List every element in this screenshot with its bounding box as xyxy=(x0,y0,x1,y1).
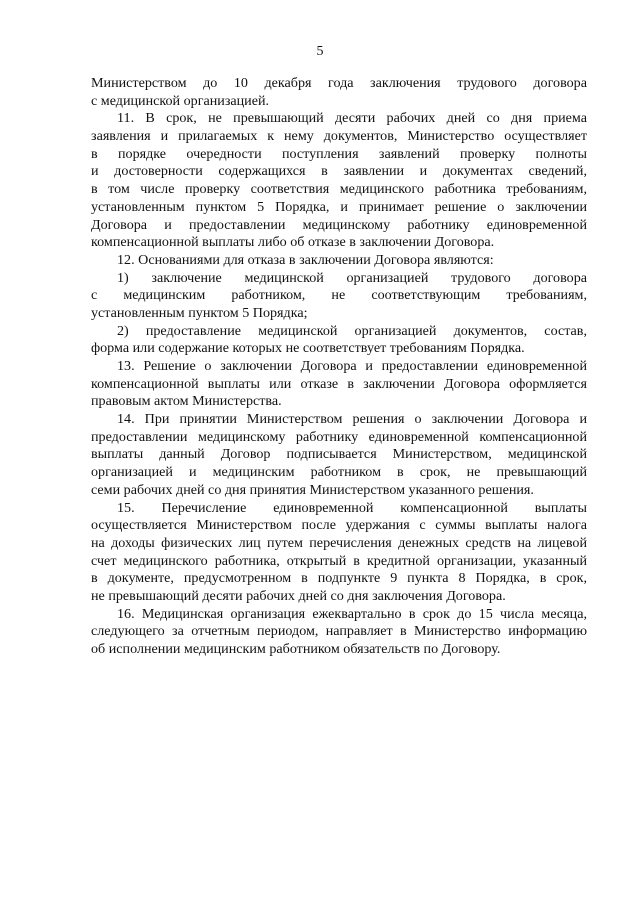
text-line: в документе, предусмотренном в подпункте 9 пункта 8 Порядка, в срок, xyxy=(91,570,587,587)
text-line: семи рабочих дней со дня принятия Министерством указанного решения. xyxy=(91,481,534,498)
text-line: компенсационной выплаты либо об отказе в заключении Договора. xyxy=(91,234,495,251)
text-line: 11. В срок, не превышающий десяти рабочих дней со дня приема xyxy=(117,110,587,127)
text-line: в порядке очередности поступления заявлений проверку полноты xyxy=(91,145,587,162)
text-line: на доходы физических лиц путем перечисления денежных средств на лицевой xyxy=(91,534,587,551)
text-line: осуществляется Министерством после удержания с суммы выплаты налога xyxy=(91,517,587,534)
paragraph-14 xyxy=(91,411,587,499)
document-body xyxy=(91,75,587,659)
paragraph-15 xyxy=(91,500,587,606)
page-number: 5 xyxy=(316,44,324,59)
text-line: об исполнении медицинским работником обязательств по Договору. xyxy=(91,641,501,657)
text-line: следующего за отчетным периодом, направляет в Министерство информацию xyxy=(91,623,587,640)
paragraph-12-1 xyxy=(91,270,587,323)
text-line: Министерством до 10 декабря года заключения трудового договора xyxy=(91,75,587,91)
text-line: с медицинским работником, не соответствующим требованиям, xyxy=(91,287,587,304)
paragraph-12-2 xyxy=(91,323,587,358)
text-line: 14. При принятии Министерством решения о заключении Договора и xyxy=(117,411,587,428)
paragraph-13 xyxy=(91,358,587,411)
text-line: 15. Перечисление единовременной компенсационной выплаты xyxy=(117,499,587,516)
paragraph-16 xyxy=(91,606,587,659)
text-line: предоставлении медицинскому работнику единовременной компенсационной xyxy=(91,428,587,445)
text-line: счет медицинского работника, открытый в кредитной организации, указанный xyxy=(91,552,587,569)
text-line: 16. Медицинская организация ежеквартально в срок до 15 числа месяца, xyxy=(117,605,587,622)
text-line: в том числе проверку соответствия медицинского работника требованиям, xyxy=(91,181,587,198)
paragraph-continued xyxy=(91,75,587,110)
text-line: заявления и прилагаемых к нему документов, Министерство осуществляет xyxy=(91,128,587,145)
paragraph-11 xyxy=(91,110,587,252)
text-line: 13. Решение о заключении Договора и предоставлении единовременной xyxy=(117,358,587,374)
text-line: 1) заключение медицинской организацией трудового договора xyxy=(117,269,587,286)
text-line: установленным пунктом 5 Порядка, и принимает решение о заключении xyxy=(91,198,587,215)
paragraph-12 xyxy=(91,252,587,270)
text-line: Договора и предоставлении медицинскому работнику единовременной xyxy=(91,216,587,233)
text-line: организацией и медицинским работником в срок, не превышающий xyxy=(91,464,587,481)
text-line: не превышающий десяти рабочих дней со дня заключения Договора. xyxy=(91,587,506,604)
text-line: и достоверности содержащихся в заявлении и документах сведений, xyxy=(91,163,587,180)
text-line: 12. Основаниями для отказа в заключении Договора являются: xyxy=(117,251,494,268)
text-line: с медицинской организацией. xyxy=(91,92,270,109)
text-line: компенсационной выплаты или отказе в заключении Договора оформляется xyxy=(91,375,587,392)
text-line: форма или содержание которых не соответствует требованиям Порядка. xyxy=(91,340,525,357)
text-line: выплаты данный Договор подписывается Министерством, медицинской xyxy=(91,446,587,463)
text-line: 2) предоставление медицинской организацией документов, состав, xyxy=(117,322,587,339)
text-line: правовым актом Министерства. xyxy=(91,393,282,410)
text-line: установленным пунктом 5 Порядка; xyxy=(91,304,308,321)
